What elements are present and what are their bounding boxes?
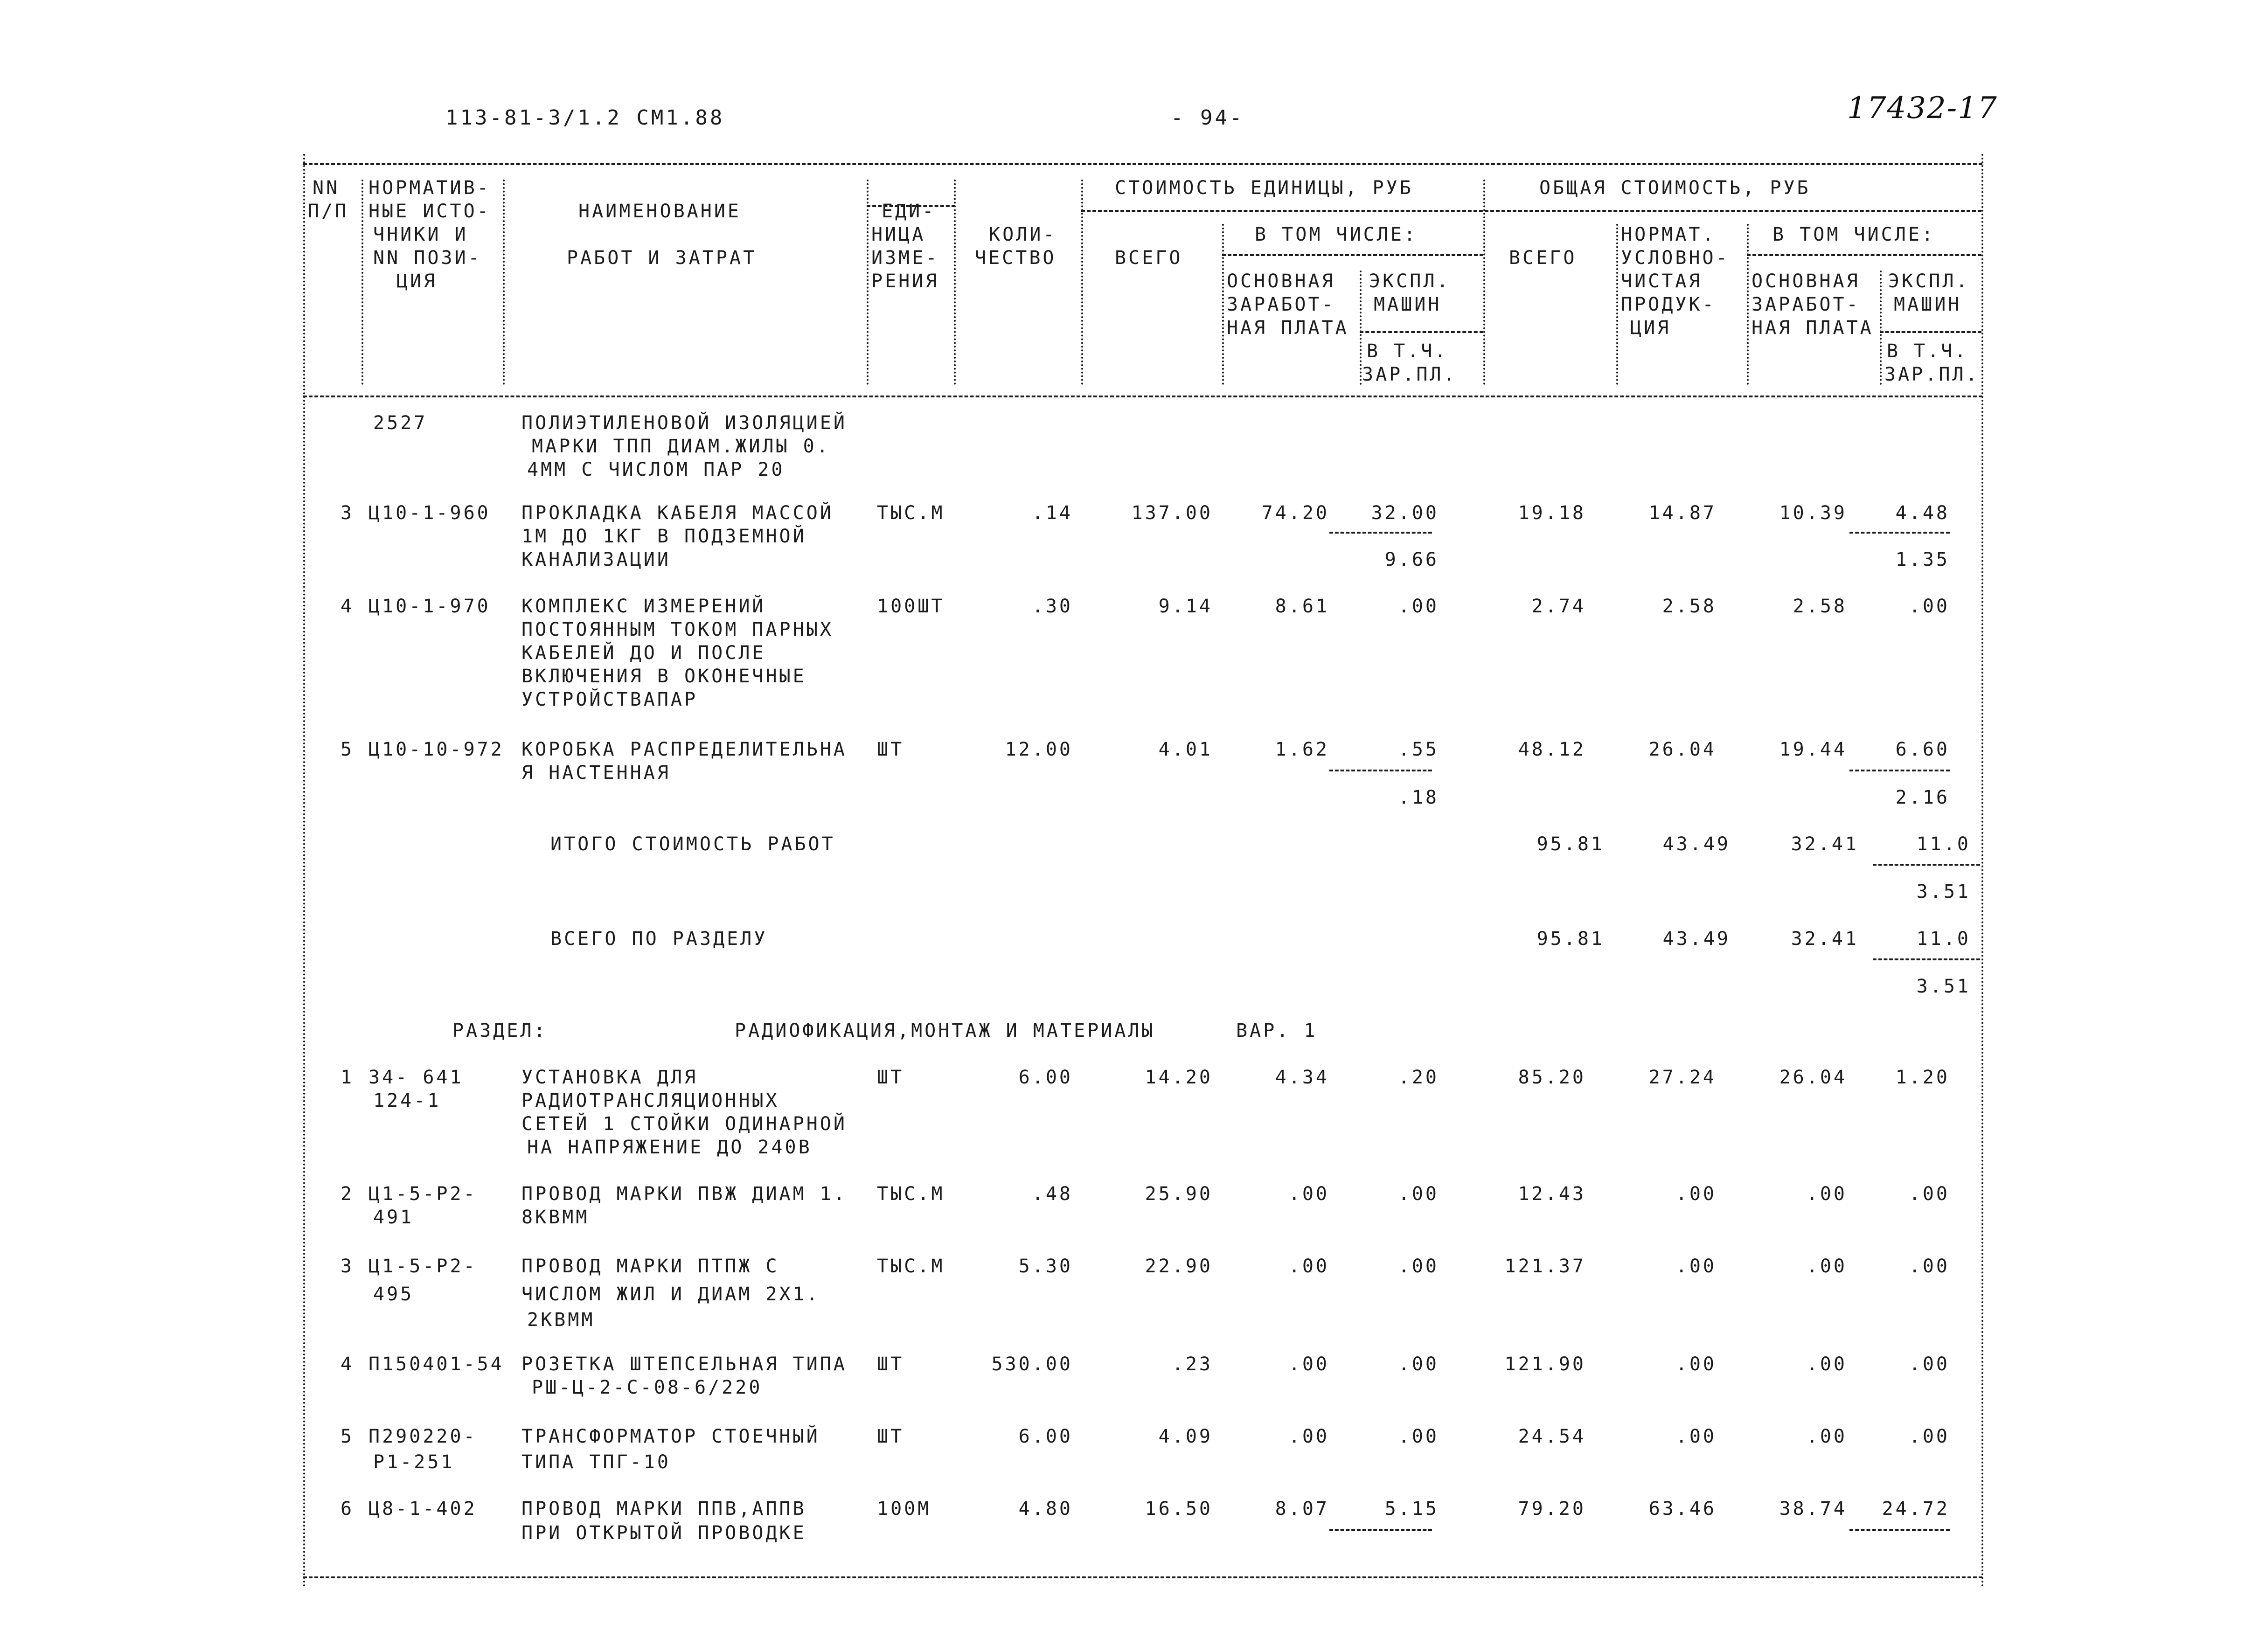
- row-b4-norm-net: .00: [1675, 1354, 1717, 1375]
- table-left-border: [303, 154, 305, 1588]
- row-a1-total-machine: 4.48: [1895, 502, 1950, 524]
- row-b6-total-wage: 38.74: [1779, 1498, 1847, 1520]
- subtotal-works-total-machine: 11.0: [1916, 833, 1971, 855]
- col-divider: [1616, 224, 1618, 385]
- header-normative: ЧНИКИ И: [373, 224, 468, 245]
- row-a1-unit-machine-rule: [1329, 532, 1432, 534]
- row-a2-unit-total: 9.14: [1158, 596, 1213, 617]
- row-b1-code: 34- 641: [368, 1067, 464, 1088]
- row-b2-norm-net: .00: [1675, 1183, 1717, 1205]
- row-b5-name: ТРАНСФОРМАТОР СТОЕЧНЫЙ: [521, 1426, 820, 1447]
- row-b2-unit: ТЫС.М: [877, 1183, 945, 1205]
- header-grand-total: ВСЕГО: [1509, 247, 1577, 269]
- row-a2-total-wage: 2.58: [1793, 596, 1847, 617]
- row-b2-code: Ц1-5-Р2-: [368, 1183, 477, 1205]
- header-unit-wage: ОСНОВНАЯ: [1227, 271, 1335, 292]
- row-b6-code: Ц8-1-402: [368, 1498, 477, 1520]
- header-unit: РЕНИЯ: [871, 271, 939, 292]
- header-total-wage: ОСНОВНАЯ: [1752, 271, 1860, 292]
- header-total-cost-title: ОБЩАЯ СТОИМОСТЬ, РУБ: [1539, 177, 1811, 199]
- row-b1-total-machine: 1.20: [1895, 1067, 1950, 1088]
- row-b5-total: 24.54: [1518, 1426, 1586, 1447]
- row-a3-num: 5: [341, 739, 354, 760]
- table-bottom-border: [303, 1576, 1982, 1578]
- row-b3-name: ЧИСЛОМ ЖИЛ И ДИАМ 2Х1.: [521, 1284, 820, 1305]
- row-b4-total: 121.90: [1504, 1354, 1586, 1375]
- row-b6-name: ПРИ ОТКРЫТОЙ ПРОВОДКЕ: [521, 1522, 806, 1544]
- row-b1-name: УСТАНОВКА ДЛЯ: [521, 1067, 698, 1088]
- row-b5-unit-machine: .00: [1398, 1426, 1439, 1447]
- row-a3-name: КОРОБКА РАСПРЕДЕЛИТЕЛЬНА: [521, 739, 847, 760]
- header-normative: НОРМАТИВ-: [368, 177, 491, 199]
- row-b5-code: Р1-251: [373, 1451, 455, 1473]
- row-b3-total-wage: .00: [1806, 1256, 1847, 1277]
- document-code: 113-81-3/1.2 СМ1.88: [445, 106, 725, 130]
- header-subline: [1081, 210, 1981, 212]
- row-b2-name: ПРОВОД МАРКИ ПВЖ ДИАМ 1.: [521, 1183, 847, 1205]
- header-subline: [1222, 254, 1483, 256]
- row-b4-total-machine: .00: [1909, 1354, 1950, 1375]
- continued-item-name: МАРКИ ТПП ДИАМ.ЖИЛЫ 0.: [532, 436, 830, 457]
- header-normative: ЦИЯ: [396, 271, 438, 292]
- row-b3-norm-net: .00: [1675, 1256, 1717, 1277]
- header-name: РАБОТ И ЗАТРАТ: [567, 247, 757, 269]
- subtotal-works-norm-net: 43.49: [1662, 833, 1731, 855]
- row-b1-qty: 6.00: [1018, 1067, 1073, 1088]
- row-b4-unit-wage: .00: [1288, 1354, 1329, 1375]
- row-b6-qty: 4.80: [1018, 1498, 1073, 1520]
- row-b3-unit: ТЫС.М: [877, 1256, 945, 1277]
- row-b3-num: 3: [341, 1256, 354, 1277]
- header-unit-wage: НАЯ ПЛАТА: [1227, 317, 1349, 339]
- subtotal-section-rule: [1873, 958, 1980, 960]
- row-a3-total-machine: 6.60: [1895, 739, 1950, 760]
- col-divider: [867, 180, 869, 385]
- header-total-wage: НАЯ ПЛАТА: [1752, 317, 1874, 339]
- row-a3-unit-total: 4.01: [1158, 739, 1213, 760]
- header-unit-wage: ЗАРАБОТ-: [1227, 294, 1335, 315]
- row-b4-total-wage: .00: [1806, 1354, 1847, 1375]
- col-divider: [1222, 224, 1224, 385]
- row-a3-unit-machine-rule: [1329, 770, 1432, 771]
- header-norm-net: ЧИСТАЯ: [1621, 271, 1703, 292]
- continued-item-name: 4ММ С ЧИСЛОМ ПАР 20: [527, 459, 785, 480]
- col-divider: [954, 180, 956, 385]
- section-label: РАЗДЕЛ:: [452, 1020, 548, 1041]
- row-a2-unit: 100ШТ: [877, 596, 945, 617]
- row-a1-num: 3: [341, 502, 354, 524]
- subtotal-section-total-wage: 32.41: [1791, 928, 1859, 950]
- row-a3-total-wage: 19.44: [1779, 739, 1847, 760]
- header-unit-machine: ЭКСПЛ.: [1369, 271, 1451, 292]
- col-divider: [503, 180, 505, 385]
- row-a2-name: КОМПЛЕКС ИЗМЕРЕНИЙ: [521, 596, 766, 617]
- header-subline: [1360, 331, 1483, 333]
- header-normative: НЫЕ ИСТО-: [368, 201, 491, 222]
- row-a1-total-machine-rule: [1849, 532, 1950, 534]
- row-b5-norm-net: .00: [1675, 1426, 1717, 1447]
- row-b5-qty: 6.00: [1018, 1426, 1073, 1447]
- header-norm-net: УСЛОВНО-: [1621, 247, 1730, 269]
- subtotal-works-total-wage: 32.41: [1791, 833, 1859, 855]
- row-b6-unit-machine: 5.15: [1384, 1498, 1439, 1520]
- header-subline: [1880, 331, 1981, 333]
- header-qty: ЧЕСТВО: [975, 247, 1057, 269]
- row-b4-unit-total: .23: [1172, 1354, 1213, 1375]
- header-norm-net: ПРОДУК-: [1621, 294, 1716, 315]
- row-b2-total-wage: .00: [1806, 1183, 1847, 1205]
- table-top-border: [303, 163, 1982, 165]
- row-b6-unit: 100М: [877, 1498, 931, 1520]
- header-unit-total: ВСЕГО: [1115, 247, 1183, 269]
- row-b6-name: ПРОВОД МАРКИ ППВ,АППВ: [521, 1498, 806, 1520]
- subtotal-section-total: 95.81: [1536, 928, 1605, 950]
- row-a3-code: Ц10-10-972: [368, 739, 504, 760]
- row-b4-name: РОЗЕТКА ШТЕПСЕЛЬНАЯ ТИПА: [521, 1354, 847, 1375]
- row-b5-code: П290220-: [368, 1426, 477, 1447]
- row-b6-unit-total: 16.50: [1145, 1498, 1213, 1520]
- row-a1-name: ПРОКЛАДКА КАБЕЛЯ МАССОЙ: [521, 502, 834, 524]
- row-b3-name: 2КВММ: [527, 1309, 595, 1331]
- row-a1-name: КАНАЛИЗАЦИИ: [521, 549, 671, 570]
- page-number: - 94-: [1171, 106, 1244, 130]
- table-right-border: [1981, 154, 1983, 1588]
- row-b1-total: 85.20: [1518, 1067, 1586, 1088]
- row-b1-code: 124-1: [373, 1090, 441, 1111]
- col-divider: [361, 180, 363, 385]
- header-unit: ИЗМЕ-: [871, 247, 939, 269]
- row-b2-unit-total: 25.90: [1145, 1183, 1213, 1205]
- header-normative: NN ПОЗИ-: [373, 247, 482, 269]
- row-b4-qty: 530.00: [991, 1354, 1073, 1375]
- row-b5-num: 5: [341, 1426, 354, 1447]
- row-a2-num: 4: [341, 596, 354, 617]
- subtotal-section-label: ВСЕГО ПО РАЗДЕЛУ: [550, 928, 768, 950]
- row-b4-unit: ШТ: [877, 1354, 904, 1375]
- subtotal-section-norm-net: 43.49: [1662, 928, 1731, 950]
- header-total-machine-wage: В Т.Ч.: [1887, 340, 1968, 362]
- row-a2-name: ПОСТОЯННЫМ ТОКОМ ПАРНЫХ: [521, 619, 834, 640]
- row-b5-unit-wage: .00: [1288, 1426, 1329, 1447]
- row-a2-name: ВКЛЮЧЕНИЯ В ОКОНЕЧНЫЕ: [521, 666, 806, 687]
- header-unit: ЕДИ-: [882, 201, 936, 222]
- row-b6-unit-wage: 8.07: [1275, 1498, 1329, 1520]
- row-b1-unit: ШТ: [877, 1067, 904, 1088]
- header-nn: NN: [313, 177, 340, 199]
- row-b3-total: 121.37: [1504, 1256, 1586, 1277]
- header-name: НАИМЕНОВАНИЕ: [578, 201, 741, 222]
- header-nn: П/П: [308, 201, 349, 222]
- row-a1-total-wage: 10.39: [1779, 502, 1847, 524]
- row-a1-code: Ц10-1-960: [368, 502, 491, 524]
- row-a1-name: 1М ДО 1КГ В ПОДЗЕМНОЙ: [521, 526, 806, 547]
- col-divider: [1747, 224, 1749, 385]
- row-b6-total-machine-rule: [1849, 1529, 1950, 1531]
- header-norm-net: НОРМАТ.: [1621, 224, 1716, 245]
- row-a3-total: 48.12: [1518, 739, 1586, 760]
- section-variant: ВАР. 1: [1236, 1020, 1318, 1041]
- row-b3-unit-total: 22.90: [1145, 1256, 1213, 1277]
- row-a3-total-machine-wage: 2.16: [1895, 787, 1950, 808]
- subtotal-works-machine-wage: 3.51: [1916, 881, 1971, 902]
- row-a1-total-machine-wage: 1.35: [1895, 549, 1950, 570]
- header-total-machine-wage: ЗАР.ПЛ.: [1884, 364, 1980, 385]
- row-b6-num: 6: [341, 1498, 354, 1520]
- header-unit-incl: В ТОМ ЧИСЛЕ:: [1255, 224, 1418, 245]
- subtotal-works-total: 95.81: [1536, 833, 1605, 855]
- row-a2-name: КАБЕЛЕЙ ДО И ПОСЛЕ: [521, 642, 766, 664]
- row-a3-unit-machine-wage: .18: [1398, 787, 1439, 808]
- row-b1-norm-net: 27.24: [1648, 1067, 1717, 1088]
- header-total-machine: ЭКСПЛ.: [1888, 271, 1970, 292]
- row-b3-code: 495: [373, 1284, 414, 1305]
- row-b2-unit-machine: .00: [1398, 1183, 1439, 1205]
- row-b3-total-machine: .00: [1909, 1256, 1950, 1277]
- row-b4-code: П150401-54: [368, 1354, 504, 1375]
- row-b1-unit-total: 14.20: [1145, 1067, 1213, 1088]
- row-b4-unit-machine: .00: [1398, 1354, 1439, 1375]
- row-b6-total: 79.20: [1518, 1498, 1586, 1520]
- row-a2-total: 2.74: [1531, 596, 1586, 617]
- row-a2-qty: .30: [1032, 596, 1073, 617]
- row-b3-unit-wage: .00: [1288, 1256, 1329, 1277]
- row-b5-total-wage: .00: [1806, 1426, 1847, 1447]
- row-a1-unit-wage: 74.20: [1261, 502, 1329, 524]
- row-a2-norm-net: 2.58: [1662, 596, 1717, 617]
- row-b4-num: 4: [341, 1354, 354, 1375]
- row-b1-name: СЕТЕЙ 1 СТОЙКИ ОДИНАРНОЙ: [521, 1113, 847, 1135]
- header-qty: КОЛИ-: [989, 224, 1057, 245]
- row-b3-unit-machine: .00: [1398, 1256, 1439, 1277]
- header-bottom-border: [303, 396, 1982, 397]
- col-divider: [1880, 271, 1882, 385]
- header-total-incl: В ТОМ ЧИСЛЕ:: [1772, 224, 1935, 245]
- header-unit-cost-title: СТОИМОСТЬ ЕДИНИЦЫ, РУБ: [1115, 177, 1413, 199]
- row-b2-num: 2: [341, 1183, 354, 1205]
- row-a1-unit-machine: 32.00: [1371, 502, 1439, 524]
- continued-item-code: 2527: [373, 412, 428, 434]
- header-unit-machine-wage: В Т.Ч.: [1367, 340, 1448, 362]
- row-a2-code: Ц10-1-970: [368, 596, 491, 617]
- row-b5-name: ТИПА ТПГ-10: [521, 1451, 671, 1473]
- row-a2-name: УСТРОЙСТВАПАР: [521, 689, 698, 710]
- row-a2-unit-machine: .00: [1398, 596, 1439, 617]
- row-a1-qty: .14: [1032, 502, 1073, 524]
- row-a3-total-machine-rule: [1849, 770, 1950, 771]
- row-a3-name: Я НАСТЕННАЯ: [521, 762, 671, 784]
- row-b6-unit-machine-rule: [1329, 1529, 1432, 1531]
- row-b3-qty: 5.30: [1018, 1256, 1073, 1277]
- row-b2-total: 12.43: [1518, 1183, 1586, 1205]
- header-subline: [1747, 254, 1981, 256]
- row-b5-total-machine: .00: [1909, 1426, 1950, 1447]
- row-a3-unit-wage: 1.62: [1275, 739, 1329, 760]
- row-a1-unit-machine-wage: 9.66: [1384, 549, 1439, 570]
- row-b1-unit-machine: .20: [1398, 1067, 1439, 1088]
- header-norm-net: ЦИЯ: [1630, 317, 1671, 339]
- row-a1-total: 19.18: [1518, 502, 1586, 524]
- subtotal-works-rule: [1873, 864, 1980, 866]
- row-b3-code: Ц1-5-Р2-: [368, 1256, 477, 1277]
- row-b4-name: РШ-Ц-2-С-08-6/220: [532, 1377, 763, 1398]
- subtotal-section-total-machine: 11.0: [1916, 928, 1971, 950]
- col-divider: [1360, 271, 1362, 385]
- row-a2-total-machine: .00: [1909, 596, 1950, 617]
- row-b2-qty: .48: [1032, 1183, 1073, 1205]
- row-b3-name: ПРОВОД МАРКИ ПТПЖ С: [521, 1256, 779, 1277]
- row-a3-unit: ШТ: [877, 739, 904, 760]
- header-total-wage: ЗАРАБОТ-: [1752, 294, 1860, 315]
- row-b6-total-machine: 24.72: [1882, 1498, 1950, 1520]
- handwritten-mark: 17432-17: [1847, 91, 1998, 125]
- row-b5-unit: ШТ: [877, 1426, 904, 1447]
- row-a1-unit: ТЫС.М: [877, 502, 945, 524]
- row-b1-total-wage: 26.04: [1779, 1067, 1847, 1088]
- row-b5-unit-total: 4.09: [1158, 1426, 1213, 1447]
- header-unit: НИЦА: [871, 224, 926, 245]
- row-a1-unit-total: 137.00: [1131, 502, 1213, 524]
- row-b2-name: 8КВММ: [521, 1207, 590, 1228]
- row-a2-unit-wage: 8.61: [1275, 596, 1329, 617]
- row-b2-total-machine: .00: [1909, 1183, 1950, 1205]
- row-b2-code: 491: [373, 1207, 414, 1228]
- subtotal-works-label: ИТОГО СТОИМОСТЬ РАБОТ: [550, 833, 835, 855]
- row-a3-unit-machine: .55: [1398, 739, 1439, 760]
- row-a3-qty: 12.00: [1005, 739, 1073, 760]
- header-unit-machine-wage: ЗАР.ПЛ.: [1362, 364, 1457, 385]
- section-title: РАДИОФИКАЦИЯ,МОНТАЖ И МАТЕРИАЛЫ: [735, 1020, 1155, 1041]
- continued-item-name: ПОЛИЭТИЛЕНОВОЙ ИЗОЛЯЦИЕЙ: [521, 412, 847, 434]
- subtotal-section-machine-wage: 3.51: [1916, 976, 1971, 997]
- header-total-machine: МАШИН: [1894, 294, 1962, 315]
- row-a3-norm-net: 26.04: [1648, 739, 1717, 760]
- row-a1-norm-net: 14.87: [1648, 502, 1717, 524]
- row-b6-norm-net: 63.46: [1648, 1498, 1717, 1520]
- row-b1-name: РАДИОТРАНСЛЯЦИОННЫХ: [521, 1090, 779, 1111]
- row-b1-name: НА НАПРЯЖЕНИЕ ДО 240В: [527, 1137, 812, 1158]
- row-b2-unit-wage: .00: [1288, 1183, 1329, 1205]
- row-b1-num: 1: [341, 1067, 354, 1088]
- header-unit-machine: МАШИН: [1374, 294, 1442, 315]
- row-b1-unit-wage: 4.34: [1275, 1067, 1329, 1088]
